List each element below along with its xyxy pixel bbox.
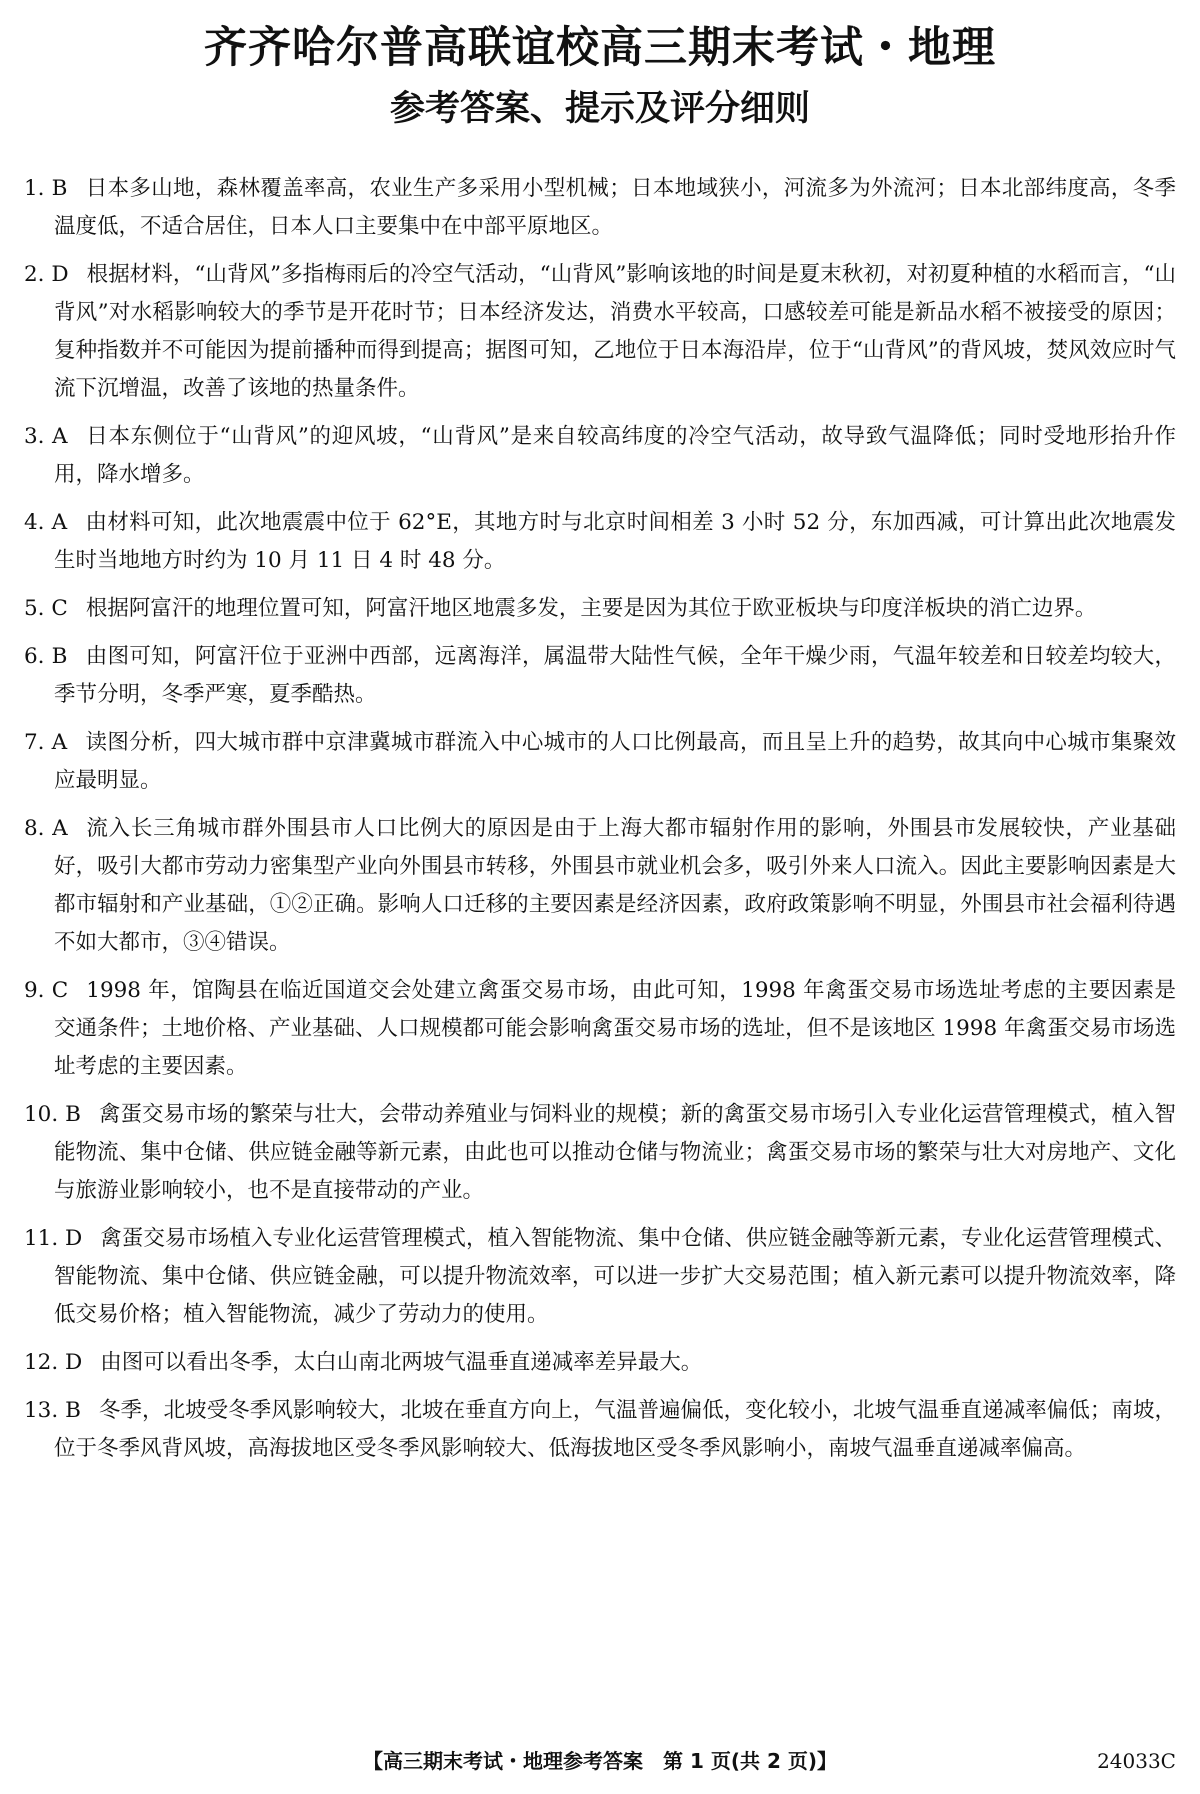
answer-explanation: 由材料可知，此次地震震中位于 62°E，其地方时与北京时间相差 3 小时 52 分，东加西减，可计算出此次地震发生时当地地方时约为 10 月 11 日 4 时 48 分。 — [54, 510, 1177, 573]
answer-explanation: 日本多山地，森林覆盖率高，农业生产多采用小型机械；日本地域狭小，河流多为外流河；日本北部纬度高，冬季温度低，不适合居住，日本人口主要集中在中部平原地区。 — [54, 176, 1176, 239]
answer-item-9 — [24, 972, 1176, 1086]
answer-explanation: 读图分析，四大城市群中京津冀城市群流入中心城市的人口比例最高，而且呈上升的趋势，故其向中心城市集聚效应最明显。 — [54, 730, 1177, 793]
answer-explanation: 根据材料，“山背风”多指梅雨后的冷空气活动，“山背风”影响该地的时间是夏末秋初，对初夏种植的水稻而言，“山背风”对水稻影响较大的季节是开花时节；日本经济发达，消费水平较高，口感较差可能是新品水稻不被接受的原因；复种指数并不可能因为提前播种而得到提高；据图可知，乙地位于日本海沿岸，位于“山背风”的背风坡，焚风效应时气流下沉增温，改善了该地的热量条件。 — [54, 262, 1176, 401]
answer-number: 3. A — [24, 424, 68, 449]
answer-item-1 — [24, 170, 1176, 246]
answer-number: 10. B — [24, 1102, 81, 1127]
answer-number: 2. D — [24, 262, 69, 287]
answer-item-5 — [24, 590, 1176, 628]
answer-explanation: 冬季，北坡受冬季风影响较大，北坡在垂直方向上，气温普遍偏低，变化较小，北坡气温垂直递减率偏低；南坡，位于冬季风背风坡，高海拔地区受冬季风影响较大、低海拔地区受冬季风影响小，南坡气温垂直递减率偏高。 — [54, 1398, 1176, 1461]
answer-number: 7. A — [24, 730, 68, 755]
answer-item-3 — [24, 418, 1176, 494]
answer-item-13 — [24, 1392, 1176, 1468]
answer-item-6 — [24, 638, 1176, 714]
answer-explanation: 流入长三角城市群外围县市人口比例大的原因是由于上海大都市辐射作用的影响，外围县市发展较快，产业基础好，吸引大都市劳动力密集型产业向外围县市转移，外围县市就业机会多，吸引外来人口流入。因此主要影响因素是大都市辐射和产业基础，①②正确。影响人口迁移的主要因素是经济因素，政府政策影响不明显，外围县市社会福利待遇不如大都市，③④错误。 — [54, 816, 1177, 955]
answer-item-10 — [24, 1096, 1176, 1210]
answer-item-4 — [24, 504, 1176, 580]
answer-explanation: 禽蛋交易市场植入专业化运营管理模式，植入智能物流、集中仓储、供应链金融等新元素，专业化运营管理模式、智能物流、集中仓储、供应链金融，可以提升物流效率，可以进一步扩大交易范围；植入新元素可以提升物流效率，降低交易价格；植入智能物流，减少了劳动力的使用。 — [54, 1226, 1176, 1327]
answer-number: 4. A — [24, 510, 68, 535]
answer-explanation: 禽蛋交易市场的繁荣与壮大，会带动养殖业与饲料业的规模；新的禽蛋交易市场引入专业化运营管理模式，植入智能物流、集中仓储、供应链金融等新元素，由此也可以推动仓储与物流业；禽蛋交易市场的繁荣与壮大对房地产、文化与旅游业影响较小，也不是直接带动的产业。 — [54, 1102, 1176, 1203]
answer-explanation: 1998 年，馆陶县在临近国道交会处建立禽蛋交易市场，由此可知，1998 年禽蛋交易市场选址考虑的主要因素是交通条件；土地价格、产业基础、人口规模都可能会影响禽蛋交易市场的选址，但不是该地区 1998 年禽蛋交易市场选址考虑的主要因素。 — [54, 978, 1176, 1079]
answer-item-8 — [24, 810, 1176, 962]
answer-number: 13. B — [24, 1398, 81, 1423]
answer-number: 8. A — [24, 816, 68, 841]
answer-item-2 — [24, 256, 1176, 408]
answer-explanation: 由图可知，阿富汗位于亚洲中西部，远离海洋，属温带大陆性气候，全年干燥少雨，气温年较差和日较差均较大，季节分明，冬季严寒，夏季酷热。 — [54, 644, 1176, 707]
answer-number: 1. B — [24, 176, 68, 201]
answer-item-12 — [24, 1344, 1176, 1382]
answer-explanation: 日本东侧位于“山背风”的迎风坡，“山背风”是来自较高纬度的冷空气活动，故导致气温降低；同时受地形抬升作用，降水增多。 — [54, 424, 1177, 487]
answer-explanation: 根据阿富汗的地理位置可知，阿富汗地区地震多发，主要是因为其位于欧亚板块与印度洋板块的消亡边界。 — [85, 596, 1097, 621]
document-code: 24033C — [1097, 1749, 1176, 1773]
answer-number: 11. D — [24, 1226, 83, 1251]
page-subtitle: 参考答案、提示及评分细则 — [389, 89, 810, 129]
answer-explanation: 由图可以看出冬季，太白山南北两坡气温垂直递减率差异最大。 — [100, 1350, 703, 1375]
answer-number: 12. D — [24, 1350, 83, 1375]
answer-item-11 — [24, 1220, 1176, 1334]
page-title: 齐齐哈尔普高联谊校高三期末考试・地理 — [204, 23, 996, 73]
page-footer-label: 【高三期末考试・地理参考答案 第 1 页(共 2 页)】 — [363, 1749, 837, 1773]
answer-number: 9. C — [24, 978, 69, 1003]
answer-item-7 — [24, 724, 1176, 800]
answer-number: 5. C — [24, 596, 68, 621]
answer-list — [24, 170, 1176, 1478]
answer-number: 6. B — [24, 644, 68, 669]
